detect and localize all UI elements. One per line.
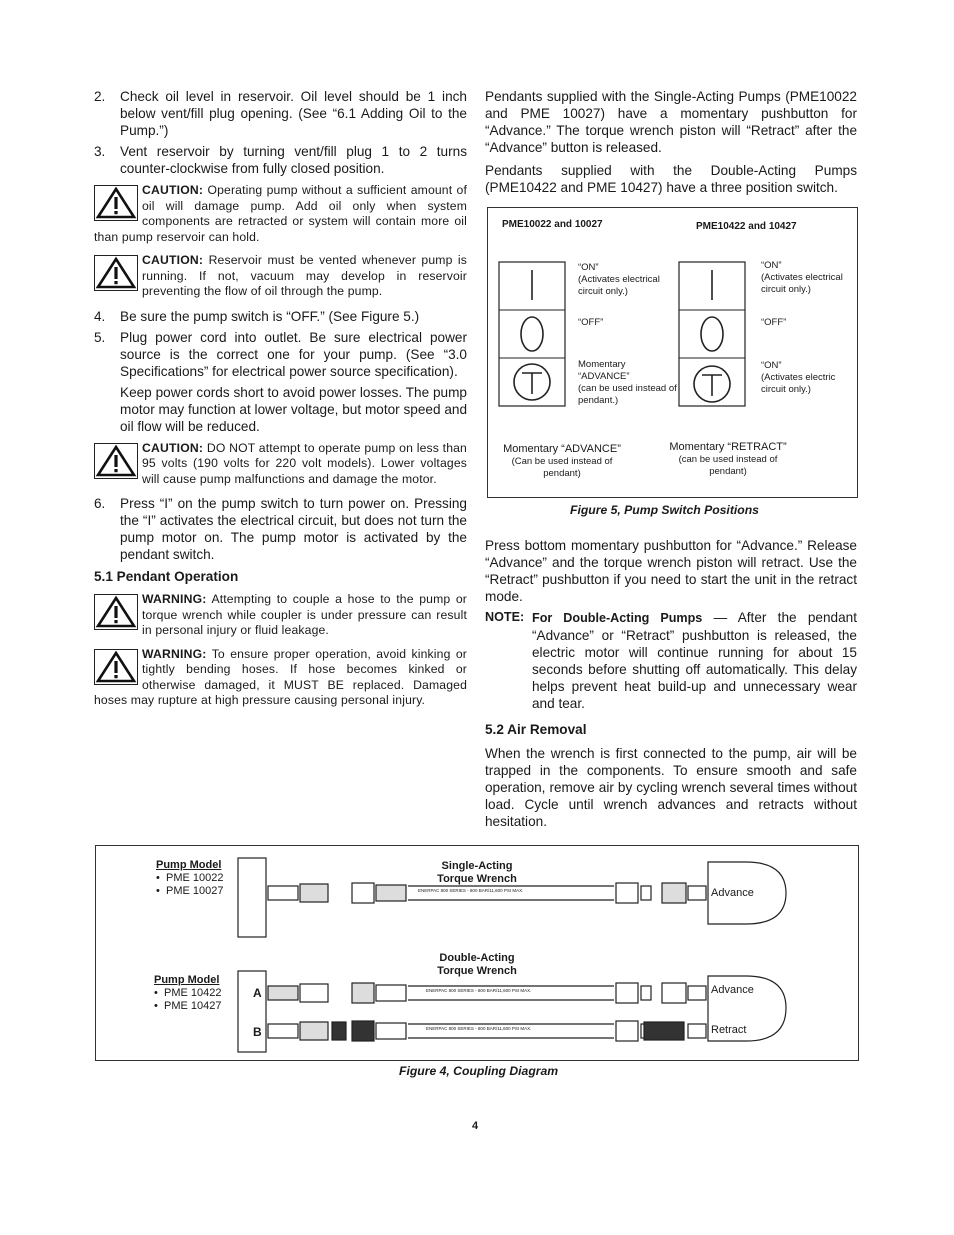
- pump-model-list-2: Pump Model • PME 10422 • PME 10427: [154, 974, 222, 1012]
- step-2: [94, 88, 467, 139]
- paragraph: Pendants supplied with the Single-Acting Pumps (PME10022 and PME 10027) have a momentary pushbutton for “Advance.” The torque wrench piston will “Retract” after the “Advance” button is released.: [485, 89, 857, 155]
- caution-label: CAUTION:: [142, 440, 204, 455]
- figure-title-left: PME10022 and 10027: [502, 219, 603, 230]
- label-momentary-advance: Momentary “ADVANCE” (can be used instead of pendant.): [578, 359, 677, 406]
- paragraph: Pendants supplied with the Double-Acting Pumps (PME10422 and PME 10427) have a three position switch.: [485, 163, 857, 195]
- wrench-retract-label: Retract: [711, 1024, 747, 1036]
- double-acting-title: Double-Acting Torque Wrench: [437, 952, 517, 977]
- hose-label: ENERPAC 800 SERIES - 800 BAR/11,600 PSI MAX.: [426, 1026, 532, 1031]
- warning-triangle-icon: [94, 185, 138, 221]
- wrench-advance-label: Advance: [711, 887, 754, 899]
- paragraph: Press bottom momentary pushbutton for “Advance.” Release “Advance” and the torque wrench piston will retract. Use the “Retract” pushbutton if you need to start the unit in the retract mode.: [485, 538, 857, 604]
- caution-1: [94, 183, 467, 245]
- hose-label: ENERPAC 800 SERIES - 800 BAR/11,600 PSI MAX.: [426, 988, 532, 993]
- note-emphasis: For Double-Acting Pumps: [532, 611, 703, 625]
- warning-label: WARNING:: [142, 646, 207, 661]
- figure-4-coupling: [95, 845, 859, 1061]
- step-text: Vent reservoir by turning vent/fill plug 1 to 2 turns counter-clockwise from fully closed position.: [120, 144, 467, 176]
- step-number: 2.: [94, 89, 106, 104]
- caution-text: DO NOT attempt to operate pump on less than 95 volts (190 volts for 220 volt models). Lower voltages will cause pump malfunctions and damage the motor.: [142, 440, 467, 486]
- caution-2: [94, 253, 467, 300]
- step-6: [94, 495, 467, 563]
- warning-triangle-icon: [94, 443, 138, 479]
- figure-4-caption: Figure 4, Coupling Diagram: [399, 1064, 559, 1078]
- step-number: 3.: [94, 144, 106, 159]
- pump-model-list-1: Pump Model • PME 10022 • PME 10027: [156, 859, 224, 897]
- figure-5-pump-switch: [487, 207, 858, 498]
- warning-2: [94, 647, 467, 709]
- hose-label: ENERPAC 800 SERIES - 800 BAR/11,600 PSI MAX.: [418, 888, 524, 893]
- label-on: “ON” (Activates electrical circuit only.): [578, 262, 660, 297]
- caution-label: CAUTION:: [142, 183, 204, 197]
- warning-triangle-icon: [94, 594, 138, 630]
- step-4: [94, 308, 467, 325]
- step-number: 5.: [94, 329, 106, 345]
- warning-triangle-icon: [94, 649, 138, 685]
- label-bottom-right: Momentary “RETRACT” (can be used instead of pendant): [669, 441, 787, 477]
- label-r-on: “ON” (Activates electrical circuit only.): [761, 260, 843, 295]
- caution-text: Reservoir must be vented whenever pump is running. If not, vacuum may develop in reservoir preventing the flow of oil through the pump.: [142, 253, 467, 298]
- wrench-advance-label: Advance: [711, 984, 754, 996]
- note-text: — After the pendant “Advance” or “Retract” pushbutton is released, the electric motor will continue running for about 15 seconds before shutting off automatically. This delay helps prevent heat build-up and unnecessary wear and tear.: [532, 610, 857, 711]
- port-a-label: A: [253, 986, 262, 1000]
- port-b-label: B: [253, 1025, 262, 1039]
- figure-5-caption: Figure 5, Pump Switch Positions: [570, 503, 759, 517]
- label-r-off: “OFF”: [761, 317, 787, 328]
- label-off: “OFF”: [578, 317, 604, 328]
- note-label: NOTE:: [485, 610, 525, 624]
- step-text: Keep power cords short to avoid power losses. The pump motor may function at lower voltage, but motor speed and oil flow will be reduced.: [120, 384, 467, 434]
- figure-title-right: PME10422 and 10427: [696, 221, 797, 232]
- step-text: Check oil level in reservoir. Oil level should be 1 inch below vent/fill plug opening. (See “6.1 Adding Oil to the Pump.”): [120, 89, 467, 138]
- caution-3: [94, 441, 467, 488]
- single-acting-title: Single-Acting Torque Wrench: [437, 860, 517, 885]
- step-3: [94, 143, 467, 177]
- step-text: Be sure the pump switch is “OFF.” (See Figure 5.): [120, 308, 420, 324]
- right-column-bottom: [485, 537, 857, 830]
- caution-label: CAUTION:: [142, 253, 204, 267]
- step-5: [94, 329, 467, 435]
- label-bottom-left: Momentary “ADVANCE” (Can be used instead of pendant): [503, 443, 621, 479]
- step-text: Plug power cord into outlet. Be sure electrical power source is the correct one for your pump. (See “3.0 Specifications” for electrical power source specification).: [120, 329, 467, 379]
- warning-1: [94, 592, 467, 639]
- left-column: [94, 88, 467, 717]
- page-number: 4: [472, 1120, 479, 1132]
- section-heading: 5.1 Pendant Operation: [94, 569, 239, 584]
- warning-label: WARNING:: [142, 592, 207, 606]
- warning-text: Attempting to couple a hose to the pump or torque wrench while coupler is under pressure can result in personal injury or fluid leakage.: [142, 592, 467, 637]
- paragraph: When the wrench is first connected to the pump, air will be trapped in the components. To ensure smooth and safe operation, remove air by cycling wrench several times without load. Cycle until wrench advances and retracts without hesitation.: [485, 746, 857, 829]
- right-column-top: [485, 88, 857, 196]
- caution-text: Operating pump without a sufficient amount of oil will damage pump. Add oil only when system components are retracted or system will contain more oil than pump reservoir can hold.: [94, 183, 467, 244]
- step-number: 4.: [94, 308, 106, 324]
- step-text: Press “I” on the pump switch to turn power on. Pressing the “I” activates the electrical circuit, but does not turn the pump motor on. The pump motor is activated by the pendant switch.: [120, 496, 467, 562]
- warning-text: To ensure proper operation, avoid kinking or tightly bending hoses. If hose becomes kinked or otherwise damaged, it MUST BE replaced. Damaged hoses may rupture at high pressure causing personal injury.: [94, 646, 467, 707]
- label-r-on2: “ON” (Activates electric circuit only.): [761, 360, 836, 395]
- warning-triangle-icon: [94, 255, 138, 291]
- section-heading: 5.2 Air Removal: [485, 722, 587, 737]
- step-number: 6.: [94, 496, 106, 511]
- note: [485, 609, 857, 712]
